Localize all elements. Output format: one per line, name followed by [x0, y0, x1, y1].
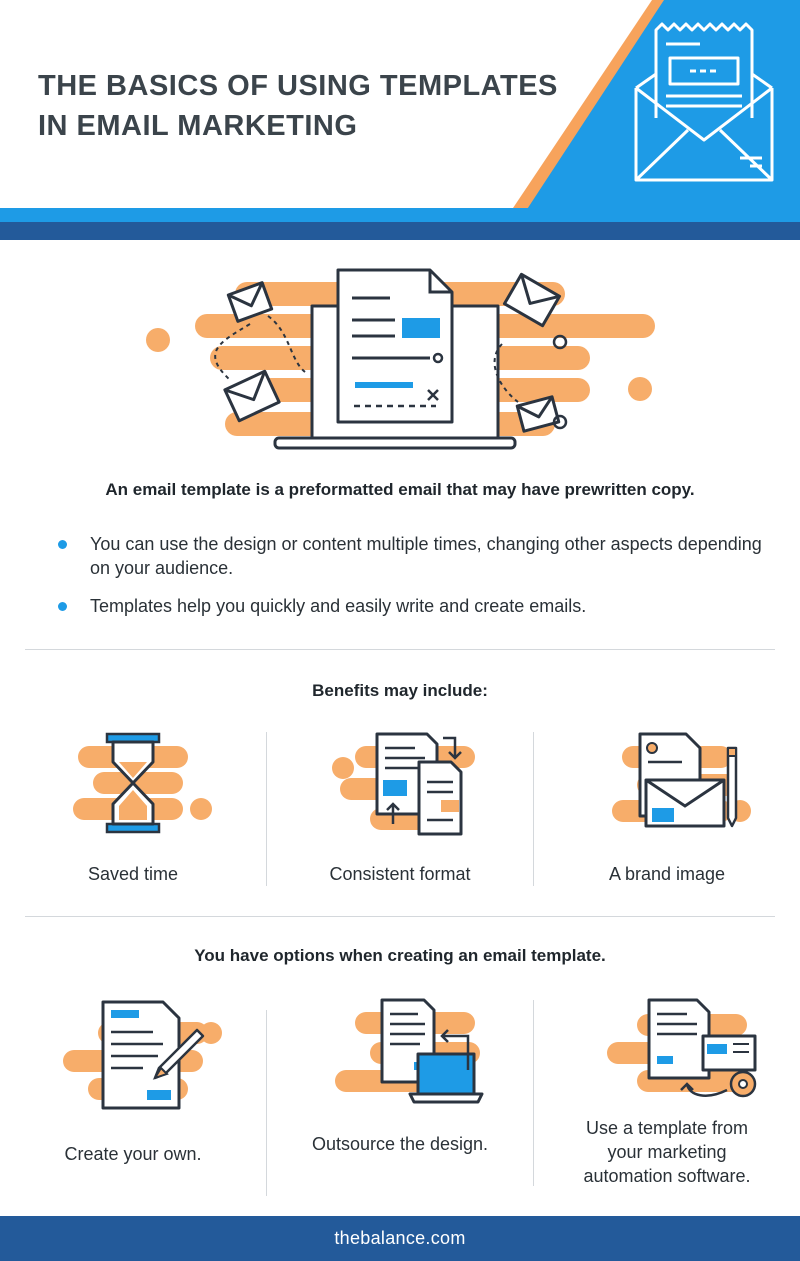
section-divider — [25, 649, 775, 650]
bullet-item — [58, 532, 778, 580]
bullet-text: Templates help you quickly and easily write and create emails. — [90, 596, 587, 616]
bullet-list — [58, 532, 778, 632]
bullet-text: You can use the design or content multiple times, changing other aspects depending on your audience. — [90, 534, 762, 578]
header-banner — [0, 0, 800, 240]
document-icon — [338, 270, 452, 422]
software-template-icon — [577, 996, 757, 1100]
page-title — [38, 66, 558, 146]
option-outsource — [267, 996, 533, 1156]
option-label: Outsource the design. — [311, 1134, 489, 1154]
bullet-dot-icon — [58, 602, 67, 611]
option-label-line-2: your marketing — [607, 1142, 727, 1162]
option-label-line-1: Use a template from — [585, 1118, 749, 1138]
hourglass-icon — [53, 728, 213, 840]
footer-brand-link[interactable]: thebalance.com — [334, 1228, 466, 1248]
benefit-consistent-format — [267, 728, 533, 886]
benefits-title: Benefits may include: — [312, 681, 488, 700]
benefit-saved-time — [0, 728, 266, 886]
brand-stationery-icon — [582, 728, 752, 840]
benefit-brand-image — [534, 728, 800, 886]
documents-icon — [315, 728, 485, 840]
bullet-item — [58, 594, 778, 618]
option-create-your-own — [0, 996, 266, 1166]
section-divider — [25, 916, 775, 917]
benefit-label: Consistent format — [329, 864, 471, 884]
title-line-1: THE BASICS OF USING TEMPLATES — [38, 70, 558, 102]
option-label-line-3: automation software. — [583, 1166, 751, 1186]
options-title: You have options when creating an email template. — [194, 946, 606, 965]
option-software-template — [534, 996, 800, 1188]
benefit-label: A brand image — [608, 864, 726, 884]
benefit-label: Saved time — [87, 864, 179, 884]
title-line-2: IN EMAIL MARKETING — [38, 110, 358, 142]
document-pen-icon — [43, 996, 223, 1114]
hero-illustration — [140, 262, 660, 457]
intro-definition: An email template is a preformatted email that may have prewritten copy. — [105, 480, 695, 499]
option-label: Create your own. — [64, 1144, 202, 1164]
footer-bar — [0, 1216, 800, 1261]
laptop-document-icon — [310, 996, 490, 1106]
bullet-dot-icon — [58, 540, 67, 549]
